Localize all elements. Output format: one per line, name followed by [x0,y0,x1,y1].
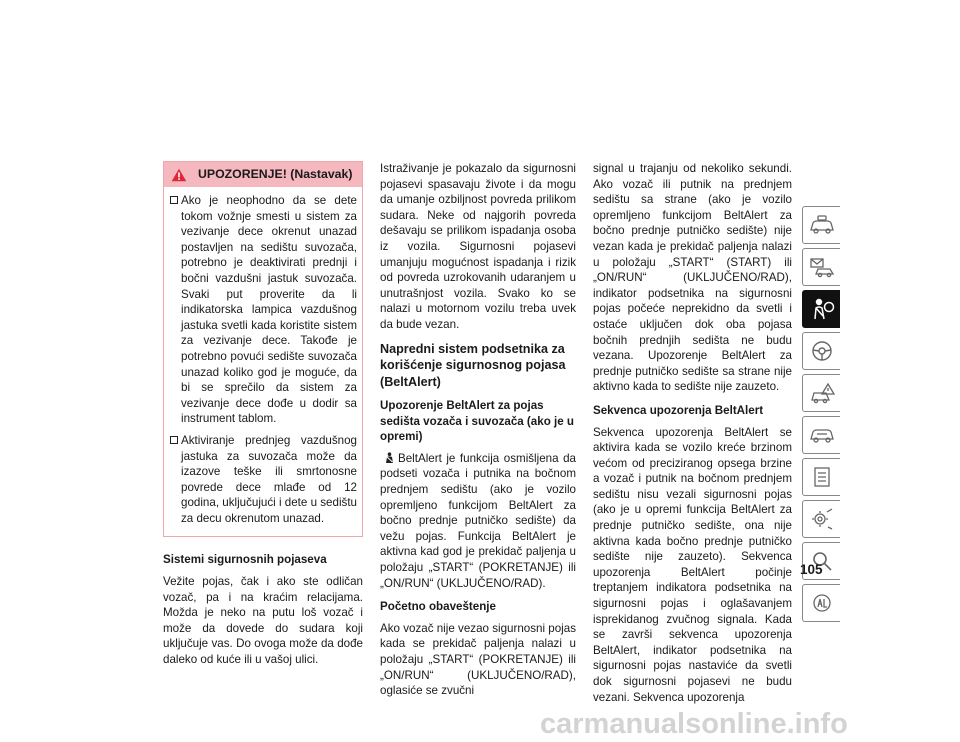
subsection-heading: Početno obaveštenje [380,600,496,614]
warning-box [163,161,363,537]
subsection-heading: Sekvenca upozorenja BeltAlert [593,403,764,417]
subsection-heading: Upozorenje BeltAlert za pojas sedišta vozača i suvozača (ako je u opremi) [380,399,574,444]
warning-title: UPOZORENJE! (Nastavak) [198,166,353,181]
warning-body [164,187,362,536]
warning-item-text: Aktiviranje prednjeg vazdušnog jastuka za suvozača može da izazove teške ili smrtonosne povrede dece mlađe od 12 godina, uključujući i dete u sedištu za decu okrenutom unazad. [181,433,357,525]
warning-item [170,193,357,427]
warning-header [164,162,362,187]
watermark: carmanualsonline.info [540,708,848,740]
square-bullet-icon [170,433,181,527]
car-service-icon[interactable] [802,416,840,454]
page-number: 105 [800,562,823,577]
section-heading: Napredni sistem podsetnika za korišćenje sigurnosnog pojasa (BeltAlert) [380,341,566,389]
airbag-seatbelt-icon[interactable] [802,290,840,328]
steering-wheel-icon[interactable] [802,332,840,370]
column-left [163,161,363,676]
paragraph: Vežite pojas, čak i ako ste odličan vozač, pa i na kraćim relacijama. Možda je neko na putu loš vozač i može da dovede do sudara koji uključuje vas. Do ovoga može da dođe daleko od kuće ili u vašoj ulici. [163,575,363,667]
seatbelt-person-icon [384,452,395,464]
column-right [593,161,792,713]
index-letters-icon[interactable] [802,584,840,622]
warning-item-text: Ako je neophodno da se dete tokom vožnje smesti u sistem za vezivanje dece okrenut unazad postavljen na sedištu suvozača, potrebno je deaktivirati prednji i bočni vazdušni jastuk suvozača. Svaki put proverite da li indikatorska lampica vazdušnog jastuka svetli kada koristite sistem za vezivanje dece. Takođe je potrebno povući sedište suvozača unazad koliko god je moguće, da bi se sprečilo da sistem za vezivanje dece dođe u dodir sa instrument tablom. [181,194,357,426]
section-heading: Sistemi sigurnosnih pojaseva [163,553,327,567]
warning-item [170,433,357,527]
warning-car-icon[interactable] [802,374,840,412]
paragraph: Sekvenca upozorenja BeltAlert se aktivira kada se vozilo kreće brzinom većom od preciziranog opsega brzine a vozač i putnik na bočnom prednjem sedištu nisu vezali sigurnosni pojas (ako je u opremi funkcija BeltAlert za prednje putničko sedište, ona nije aktivna kada bočno prednje putničko sedište nije zauzeto). Sekvenca upozorenja BeltAlert počinje treptanjem indikatora podsetnika na sigurnosni pojas i oglašavanjem isprekidanog zvučnog signala. Kada se završi sekvenca upozorenja BeltAlert, indikator podsetnika na sigurnosni pojas nastaviće da svetli dok sigurnosni pojasevi ne budu vezani. Sekvenca upozorenja [593,425,792,704]
gear-tools-icon[interactable] [802,500,840,538]
square-bullet-icon [170,193,181,427]
paragraph: signal u trajanju od nekoliko sekundi. Ako vozač ili putnik na prednjem sedištu sa strane (ako je vozilo opremljeno funkcijom BeltAlert za bočno prednje putničko sedište) nije vezan kada je prekidač paljenja nalazi u položaju „START“ (START) ili „ON/RUN“ (UKLJUČENO/RAD), indikator podsetnika na sigurnosni pojas počeće neprekidno da svetli i ostaće uključen dok oba pojasa bočnih prednjih sedišta ne budu vezana. Upozorenje BeltAlert za prednje putničko sedište sa strane nije aktivno kada to sedište nije zauzeto. [593,162,792,394]
warning-triangle-icon [166,168,192,182]
column-middle [380,161,576,707]
paragraph: Ako vozač nije vezao sigurnosni pojas kada se prekidač paljenja nalazi u položaju „START“ (POKRETANJE) ili „ON/RUN“ (UKLJUČENO/RAD), oglasiće se zvučni [380,621,576,698]
car-dashboard-icon[interactable] [802,206,840,244]
paragraph-beltalert [380,451,576,591]
paragraph: Istraživanje je pokazalo da sigurnosni pojasevi spasavaju živote i da mogu da umanje ozbiljnost povreda prilikom sudara. Neke od najgorih povreda dešavaju se prilikom ispadanja osoba iz vozila. Sigurnosni pojasevi umanjuju mogućnost ispadanja i rizik od povreda uzrokovanih udaranjem u unutrašnjost vozila. Svako ko se nalazi u motornom vozilu treba uvek da bude vezan. [380,162,576,331]
paragraph-text: BeltAlert je funkcija osmišljena da podseti vozača i putnika na bočnom prednjem sedištu (ako je vozilo opremljeno funkcijom BeltAlert za bočno prednje putničko sedište) da vežu pojas. Funkcija BeltAlert je aktivna kad god je prekidač paljenja u položaju „START“ (POKRETANJE) ili „ON/RUN“ (UKLJUČENO/RAD). [380,451,576,590]
car-mail-icon[interactable] [802,248,840,286]
document-list-icon[interactable] [802,458,840,496]
